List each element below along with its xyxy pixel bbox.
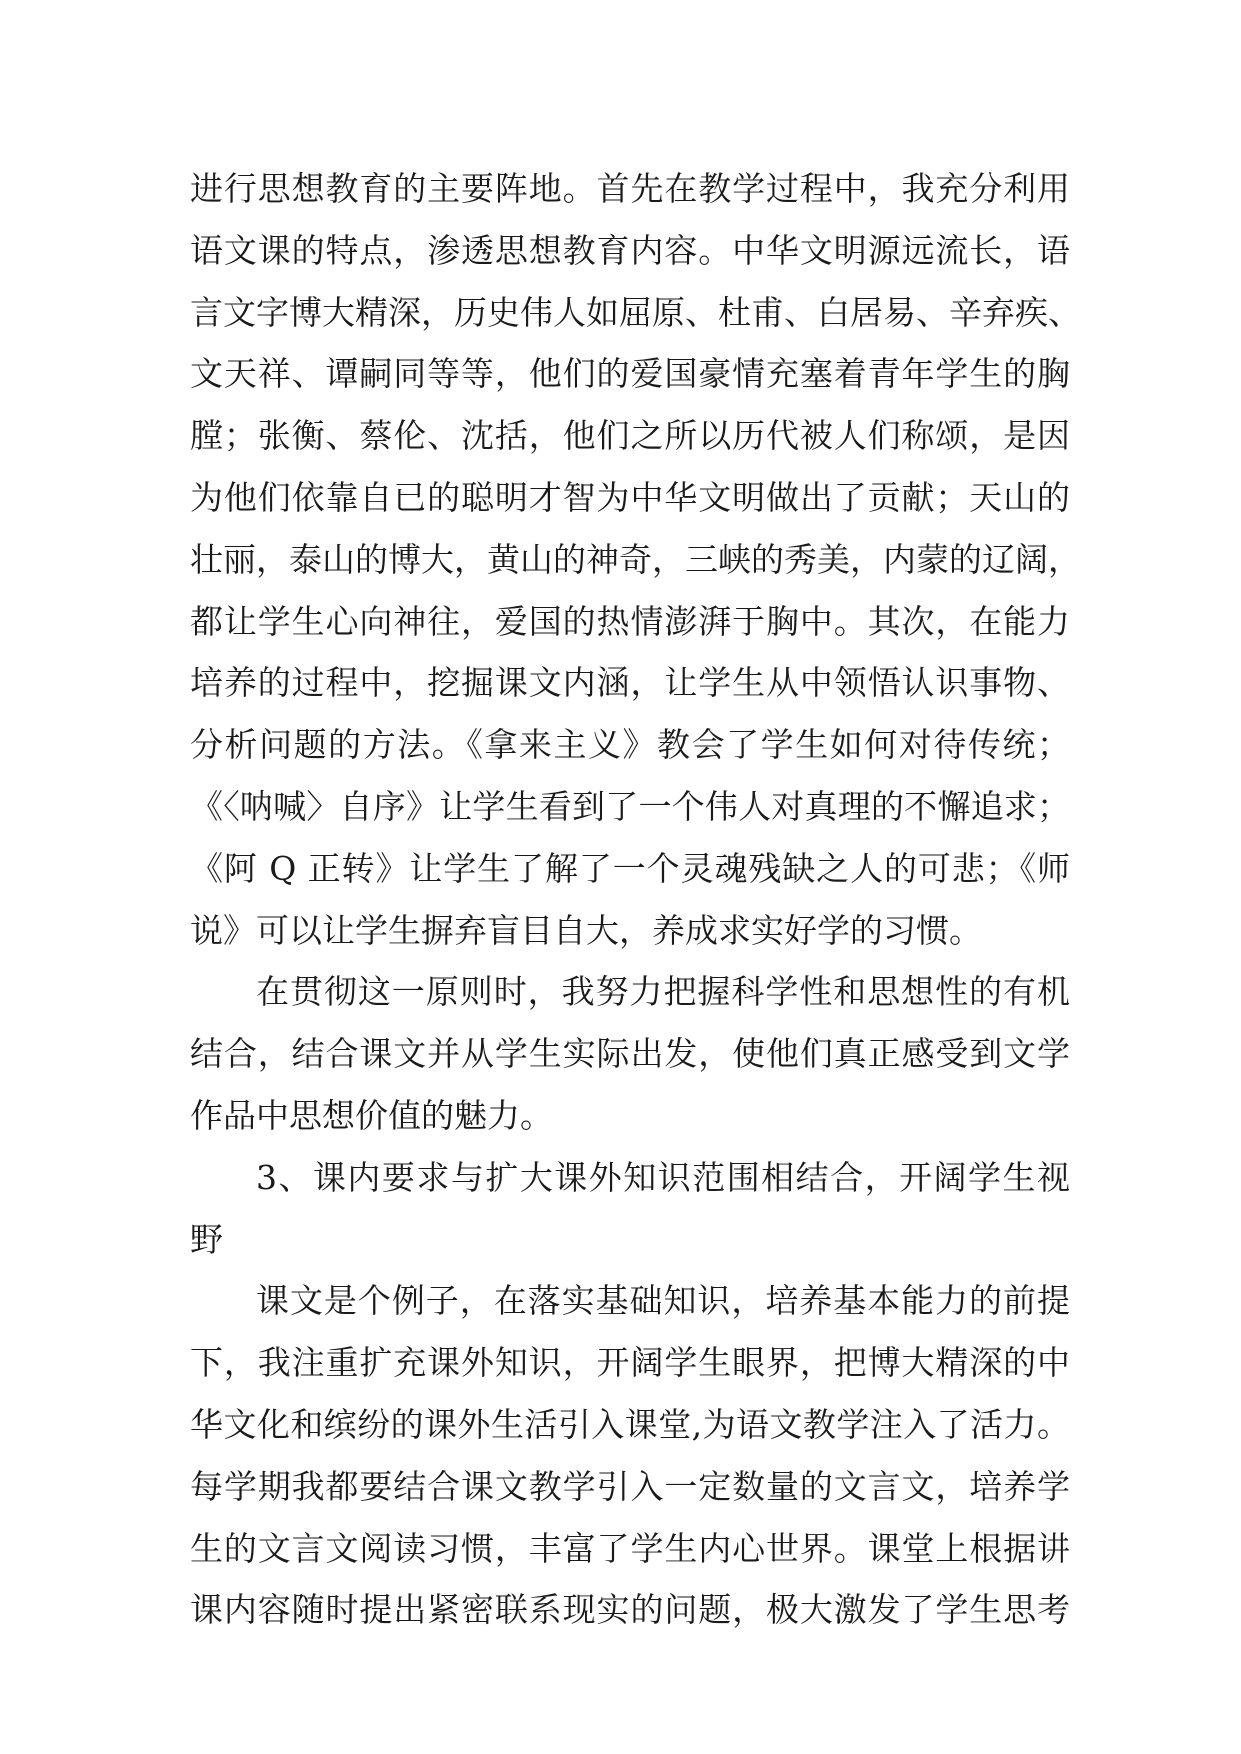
text-line: 分析问题的方法。《拿来主义》教会了学生如何对待传统；	[190, 725, 1070, 765]
text-line: 为他们依靠自已的聪明才智为中华文明做出了贡献；天山的	[190, 477, 1070, 517]
text-line: 都让学生心向神往，爱国的热情澎湃于胸中。其次，在能力	[190, 601, 1070, 641]
text-line: 课内容随时提出紧密联系现实的问题，极大激发了学生思考	[190, 1590, 1070, 1630]
text-line: 华文化和缤纷的课外生活引入课堂,为语文教学注入了活力。	[190, 1404, 1070, 1444]
body-text	[190, 158, 1081, 1641]
text-line: 进行思想教育的主要阵地。首先在教学过程中，我充分利用	[190, 169, 1070, 208]
paragraph-start-line: 课文是个例子，在落实基础知识，培养基本能力的前提	[256, 1281, 1070, 1321]
text-line: 言文字博大精深，历史伟人如屈原、杜甫、白居易、辛弃疾、	[190, 292, 1081, 332]
text-line: 生的文言文阅读习惯，丰富了学生内心世界。课堂上根据讲	[190, 1528, 1070, 1568]
text-line: 《阿 Q 正转》让学生了解了一个灵魂残缺之人的可悲；《师	[190, 848, 1070, 888]
text-line: 作品中思想价值的魅力。	[190, 1095, 553, 1135]
text-line: 说》可以让学生摒弃盲目自大，养成求实好学的习惯。	[190, 910, 982, 950]
text-line: 《〈呐喊〉自序》让学生看到了一个伟人对真理的不懈追求；	[190, 786, 1070, 826]
text-line: 语文课的特点，渗透思想教育内容。中华文明源远流长，语	[190, 230, 1070, 270]
section-heading-line: 野	[190, 1219, 223, 1259]
section-heading-line: 3、课内要求与扩大课外知识范围相结合，开阔学生视	[256, 1157, 1070, 1197]
paragraph-start-line: 在贯彻这一原则时，我努力把握科学性和思想性的有机	[256, 972, 1070, 1012]
text-line: 每学期我都要结合课文教学引入一定数量的文言文，培养学	[190, 1466, 1070, 1506]
text-line: 结合，结合课文并从学生实际出发，使他们真正感受到文学	[190, 1034, 1070, 1074]
text-line: 壮丽，泰山的博大，黄山的神奇，三峡的秀美，内蒙的辽阔，	[190, 539, 1081, 579]
text-line: 下，我注重扩充课外知识，开阔学生眼界，把博大精深的中	[190, 1343, 1070, 1383]
text-line: 膛；张衡、蔡伦、沈括，他们之所以历代被人们称颂，是因	[190, 416, 1070, 456]
text-line: 文天祥、谭嗣同等等，他们的爱国豪情充塞着青年学生的胸	[190, 354, 1070, 394]
text-line: 培养的过程中，挖掘课文内涵，让学生从中领悟认识事物、	[190, 663, 1070, 703]
